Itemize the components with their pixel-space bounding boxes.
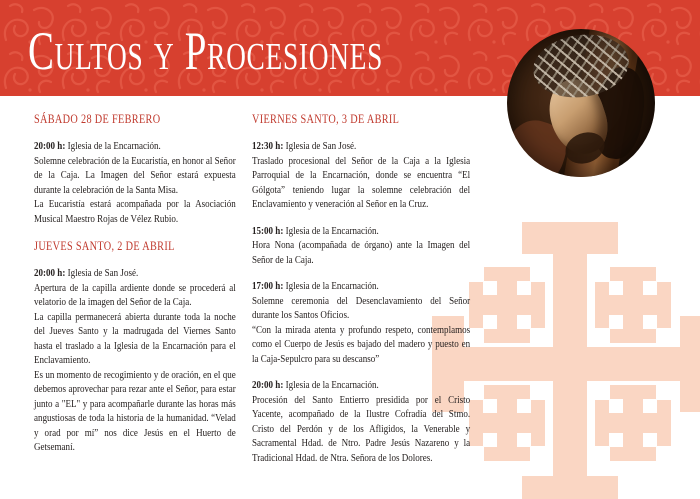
photo-vignette xyxy=(507,29,655,177)
column-right xyxy=(252,112,470,465)
column-left xyxy=(34,112,236,455)
event-time: 20:00 h: xyxy=(34,140,66,152)
event xyxy=(34,266,236,455)
event-paragraph: “Con la mirada atenta y profundo respeto, contemplamos como el Cuerpo de Jesús es bajado del madero y puesto en la Caja-Sepulcro para su descanso” xyxy=(252,323,471,365)
event-heading xyxy=(34,139,236,154)
event xyxy=(252,139,470,212)
section-date-heading: JUEVES SANTO, 2 DE ABRIL xyxy=(34,239,175,253)
event-place: Iglesia de San José. xyxy=(67,267,139,279)
event-place: Iglesia de la Encarnación. xyxy=(285,224,379,237)
event xyxy=(252,378,470,465)
event-place: Iglesia de la Encarnación. xyxy=(67,140,161,152)
event-paragraph: La Eucaristía estará acompañada por la Asociación Musical Maestro Rojas de Vélez Rubio. xyxy=(34,198,236,225)
event-heading xyxy=(252,279,470,294)
event xyxy=(34,139,236,226)
event-paragraph: Solemne ceremonia del Desenclavamiento del Señor durante los Santos Oficios. xyxy=(252,294,471,321)
event-paragraph: Hora Nona (acompañada de órgano) ante la Imagen del Señor de la Caja. xyxy=(252,239,471,266)
event-time: 20:00 h: xyxy=(252,379,284,391)
page-title: Cultos y Procesiones xyxy=(28,21,384,81)
event-paragraph: Apertura de la capilla ardiente donde se procederá al velatorio de la imagen del Señor de la Caja. xyxy=(34,281,236,308)
event-place: Iglesia de la Encarnación. xyxy=(285,379,379,391)
event-paragraph: Solemne celebración de la Eucaristía, en honor al Señor de la Caja. La Imagen del Señor estará expuesta durante la celebración de la Santa Misa. xyxy=(34,154,236,196)
event-time: 17:00 h: xyxy=(252,280,284,292)
event-heading xyxy=(252,224,470,239)
section-jueves-santo xyxy=(34,239,236,455)
event-time: 12:30 h: xyxy=(252,140,284,152)
section-viernes-santo xyxy=(252,112,470,465)
event xyxy=(252,224,470,268)
event-heading xyxy=(252,139,470,154)
section-sabado-28-febrero xyxy=(34,112,236,226)
event-place: Iglesia de San José. xyxy=(285,140,357,152)
event-place: Iglesia de la Encarnación. xyxy=(285,280,379,292)
event-paragraph: Es un momento de recogimiento y de oración, en el que debemos aprovechar para rezar ante el Señor, para estar junto a "EL" y para acompañarle durante las horas más angustiosas de toda la historia de la humanidad. “Velad y orad por mí” nos dice Jesús en el Huerto de Getsemaní. xyxy=(34,368,236,453)
event-time: 20:00 h: xyxy=(34,267,66,279)
event xyxy=(252,279,470,366)
christ-photo-circle xyxy=(507,29,655,177)
event-paragraph: Procesión del Santo Entierro presidida por el Cristo Yacente, acompañado de la Ilustre Cofradía del Stmo. Cristo del Perdón y de los Afligidos, la Venerable y Sacramental Hdad. de Ntro. Padre Jesús Nazareno y la Tradicional Hdad. de Ntra. Señora de los Dolores. xyxy=(252,393,471,464)
event-paragraph: Traslado procesional del Señor de la Caja a la Iglesia Parroquial de la Encarnación, donde se encuentra “El Gólgota” teniendo lugar la solemne celebración del Enclavamiento y veneración al Señor en la Cruz. xyxy=(252,154,471,210)
section-date-heading: VIERNES SANTO, 3 DE ABRIL xyxy=(252,112,400,126)
event-heading xyxy=(34,266,236,281)
event-time: 15:00 h: xyxy=(252,224,284,237)
event-heading xyxy=(252,378,470,393)
event-paragraph: La capilla permanecerá abierta durante toda la noche del Jueves Santo y la madrugada del Viernes Santo hasta el traslado a la Iglesia de la Encarnación para el Enclavamiento. xyxy=(34,310,236,366)
section-date-heading: SÁBADO 28 DE FEBRERO xyxy=(34,112,161,126)
